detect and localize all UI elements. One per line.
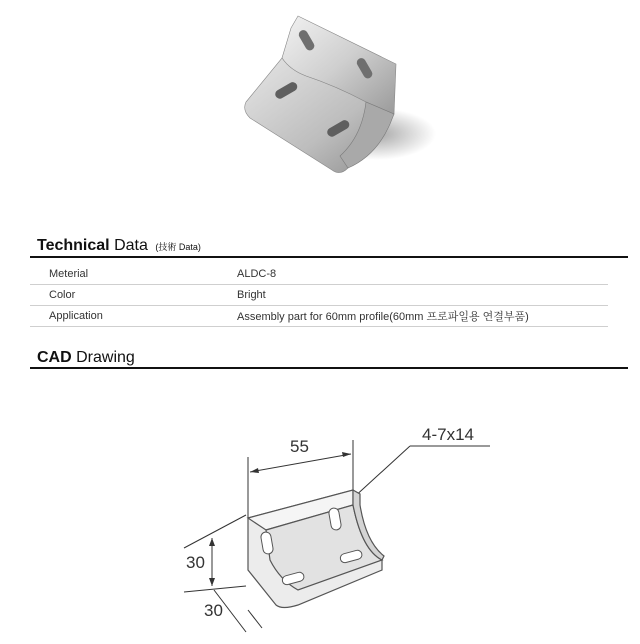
spec-value: Assembly part for 60mm profile(60mm 프로파일용 연결부품)	[237, 306, 608, 327]
cad-drawing-rule	[30, 367, 628, 369]
spec-value: Bright	[237, 285, 608, 306]
spec-row-application	[30, 306, 608, 327]
technical-data-title: Technical Data (技術 Data)	[37, 237, 201, 254]
spec-value: ALDC-8	[237, 264, 608, 285]
dim-depth-label: 30	[204, 601, 223, 620]
technical-data-rule	[30, 256, 628, 258]
dim-height-label: 30	[186, 553, 205, 572]
spec-label: Color	[30, 285, 237, 306]
dim-slot-label: 4-7x14	[422, 425, 474, 444]
dim-width-label: 55	[290, 437, 309, 456]
bracket-photo	[236, 6, 436, 186]
cad-drawing-title: CAD Drawing	[37, 349, 135, 366]
spec-row-material	[30, 264, 608, 285]
spec-table	[30, 264, 608, 327]
spec-row-color	[30, 285, 608, 306]
cad-drawing	[170, 410, 510, 644]
spec-label: Meterial	[30, 264, 237, 285]
spec-label: Application	[30, 306, 237, 327]
